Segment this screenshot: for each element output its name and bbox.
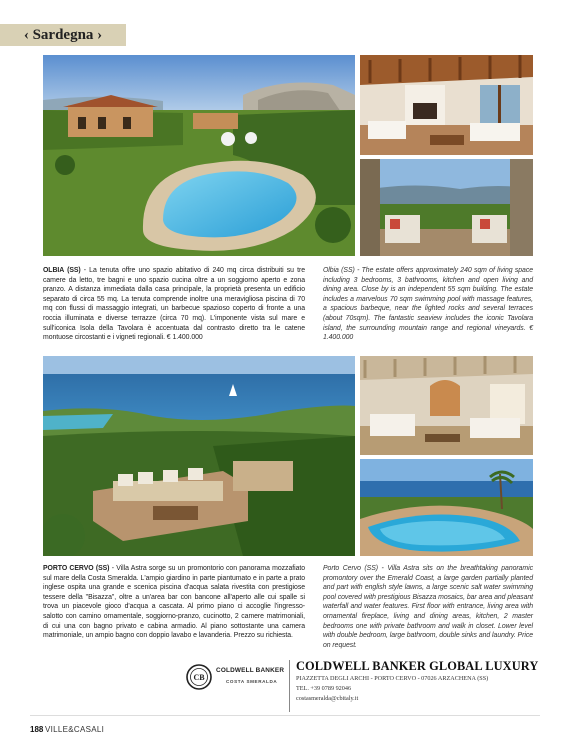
section-label: ‹ Sardegna ›: [23, 26, 103, 43]
agency-name: COLDWELL BANKER GLOBAL LUXURY: [296, 659, 539, 673]
coldwell-banker-logo: [186, 664, 212, 690]
agency-logo-name: COLDWELL BANKER: [216, 667, 285, 674]
olbia-description-en: Olbia (SS) - The estate offers approximately 240 sqm of living space including 3 bedrooms, 3 bathrooms, kitchen and open living and dining area. Close by is an independent 55 sqm building. The estate includes a marvelous 70 sqm swimming pool with massage features, a spacious barbeque, near the lighted rocks and several terraces (about 70sqm). The fantastic seaview includes the iconic Tavolara island, the surrounding mountain range and regional vineyards. € 1.400.000: [323, 267, 533, 342]
porto-cervo-location-it: PORTO CERVO (SS): [43, 565, 110, 572]
agency-phone: TEL. +39 0789 92046: [296, 685, 352, 692]
porto-cervo-text-it: - Villa Astra sorge su un promontorio con panorama mozzafiato sul mare della Costa Smeralda. L'ampio giardino in parte piantumato e in parte a prato inglese ospita una grande e scenica piscina d'acqua salata rivestita con prestigiose tessere della "Bisazza", oltre a un'area bar con bancone all'aperto alle cui spalle si trova un piacevole gioco d'acqua a cascata. Al primo piano ci accoglie l'ingresso-salotto con camino ornamentale, soggiorno-pranzo, cucinotto, 2 camere matrimoniali, di cui una con bagno privato e cabina armadio. Al piano sottostante una camera matrimoniale, un ampio bagno con doppio lavabo e lavanderia. Prezzo su richiesta.: [43, 565, 305, 640]
magazine-name: VILLE&CASALI: [45, 725, 105, 734]
porto-cervo-description-it: [43, 564, 305, 641]
photo-porto-cervo-pool: [360, 459, 533, 556]
olbia-location-it: OLBIA (SS): [43, 267, 81, 274]
page-number: 188: [30, 725, 44, 734]
photo-porto-cervo-terrace-sea: [43, 356, 355, 556]
photo-porto-cervo-living-room: [360, 356, 533, 455]
agency-email[interactable]: costasmeralda@cbitaly.it: [296, 695, 359, 702]
agency-logo-subtitle: COSTA SMERALDA: [226, 679, 278, 684]
agency-divider: [289, 660, 290, 712]
logo-monogram: CB: [193, 673, 205, 682]
footer-divider: [30, 715, 540, 716]
agency-address: PIAZZETTA DEGLI ARCHI - PORTO CERVO - 07026 ARZACHENA (SS): [296, 675, 489, 682]
photo-olbia-living-room: [360, 55, 533, 155]
photo-olbia-villa-pool: [43, 55, 355, 256]
olbia-text-it: - La tenuta offre uno spazio abitativo di 240 mq circa distribuiti su tre camere da letto, tre bagni e uno spazio cucina oltre a un soggiorno aperto e zona pranzo. A distanza immediata dalla casa principale, la proprietà presenta un edificio separato di circa 55 mq. La tenuta comprende inoltre una meravigliosa piscina di 70 mq con flussi di massaggio integrati, un barbecue spazioso coperto di fronte a una roccia illuminata e diverse terrazze (circa 70 mq). L'imponente vista sul mare e sull'iconica Isola della Tavolara è accentuata dal contrasto diretto tra le catene montuose circostanti e i vigneti regionali. € 1.400.000: [43, 267, 305, 342]
olbia-description-it: [43, 266, 305, 343]
porto-cervo-description-en: Porto Cervo (SS) - Villa Astra sits on the breathtaking panoramic promontory over the Emerald Coast, a large garden partially planted and part with english style lawns, a large scenic salt water swimming pool covered with prestigious Bisazza mosaics, bar area and pleasant waterfall and water features. First floor with entrance, living area with ornamental fireplace, living and dining areas, kitchen, 2 master bedrooms one with private bathroom and walk in closet. Lower level with double bedroom, large bathroom, double sinks and laundry. Price on request.: [323, 565, 533, 649]
section-tab: [0, 24, 126, 46]
photo-olbia-terrace: [360, 159, 533, 256]
